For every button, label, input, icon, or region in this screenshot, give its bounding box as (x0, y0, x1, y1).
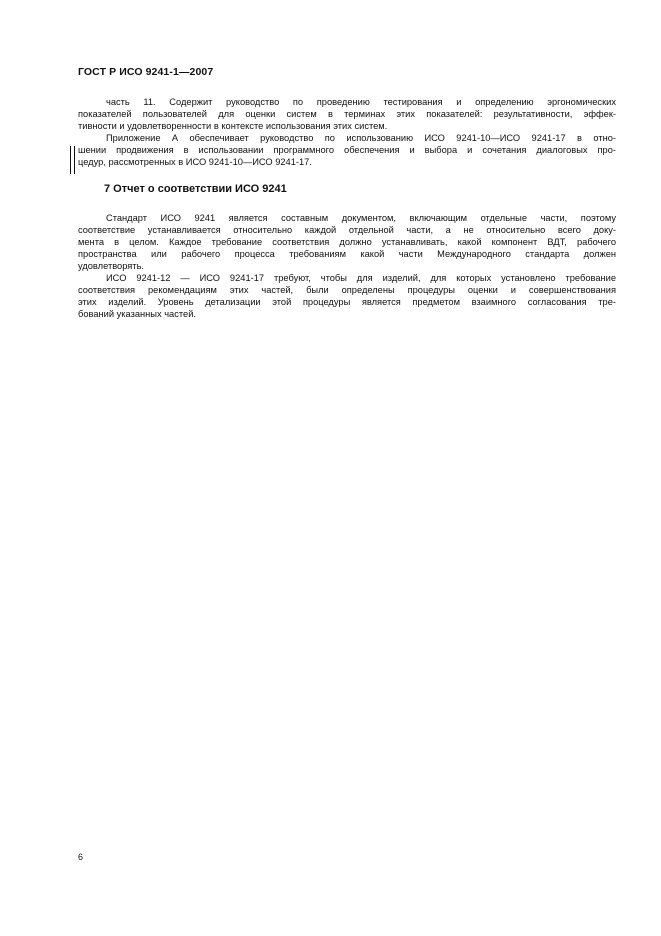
intro-paragraph-2 (78, 132, 616, 168)
intro-text-block (78, 96, 616, 168)
document-header: ГОСТ Р ИСО 9241-1—2007 (78, 66, 214, 78)
section-heading: 7 Отчет о соответствии ИСО 9241 (104, 183, 287, 195)
section-paragraph-1 (78, 212, 616, 272)
text-line: Стандарт ИСО 9241 является составным документом, включающим отдельные части, поэтому (106, 213, 616, 223)
change-marker-bar (70, 146, 75, 174)
text-line: этих изделий. Уровень детализации этой процедуры является предметом взаимного согласования тре- (78, 297, 616, 307)
text-line: мента в целом. Каждое требование соответствия должно устанавливать, какой компонент ВДТ, рабочего (78, 237, 616, 247)
text-line: цедур, рассмотренных в ИСО 9241-10—ИСО 9241-17. (78, 157, 312, 167)
section-text-block (78, 212, 616, 320)
text-line: тивности и удовлетворенности в контексте использования этих систем. (78, 121, 388, 131)
text-line: Приложение А обеспечивает руководство по использованию ИСО 9241-10—ИСО 9241-17 в отно- (106, 133, 616, 143)
text-line: соответствие устанавливается относительно каждой отдельной части, а не относительно всего доку- (78, 225, 616, 235)
intro-paragraph-1 (78, 96, 616, 132)
text-line: шении продвижения в использовании программного обеспечения и выбора и сочетания диалоговых про- (78, 145, 616, 155)
page-number: 6 (78, 852, 84, 862)
text-line: соответствия рекомендациям этих частей, были определены процедуры оценки и совершенствования (78, 285, 616, 295)
text-line: пространства или рабочего процесса требованиям какой части Международного стандарта должен (78, 249, 616, 259)
text-line: часть 11. Содержит руководство по проведению тестирования и определению эргономических (106, 97, 616, 107)
section-paragraph-2 (78, 272, 616, 320)
text-line: ИСО 9241-12 — ИСО 9241-17 требуют, чтобы для изделий, для которых установлено требование (106, 273, 616, 283)
text-line: удовлетворять. (78, 261, 144, 271)
text-line: показателей пользователей для оценки систем в терминах этих показателей: результативности, эффек- (78, 109, 616, 119)
text-line: бований указанных частей. (78, 309, 196, 319)
